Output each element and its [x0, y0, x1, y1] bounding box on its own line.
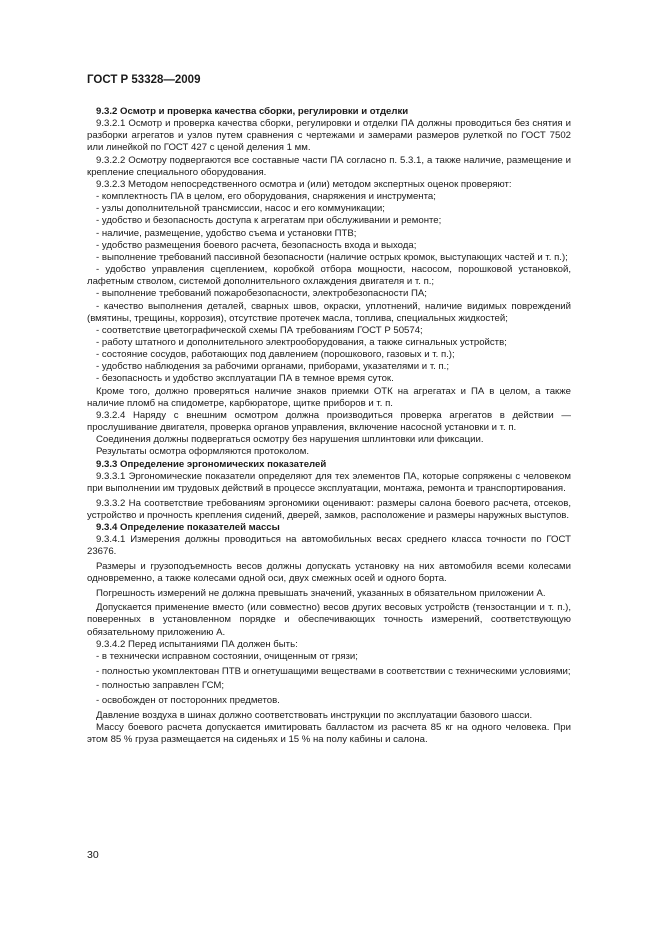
paragraph: - освобожден от посторонних предметов. — [96, 694, 280, 706]
paragraph: 9.3.2.3 Методом непосредственного осмотра и (или) методом экспертных оценок проверяют: — [96, 178, 512, 190]
paragraph: - безопасность и удобство эксплуатации ПА в темное время суток. — [96, 373, 394, 385]
paragraph: 9.3.2.2 Осмотру подвергаются все составные части ПА согласно п. 5.3.1, а также наличие, размещение и крепление специального оборудования. — [87, 154, 571, 178]
paragraph: Соединения должны подвергаться осмотру без нарушения шплинтовки или фиксации. — [96, 434, 484, 446]
paragraph: - комплектность ПА в целом, его оборудования, снаряжения и инструмента; — [96, 191, 436, 203]
section-heading: 9.3.3 Определение эргономических показателей — [96, 458, 327, 470]
paragraph: Давление воздуха в шинах должно соответствовать инструкции по эксплуатации базового шасси. — [96, 709, 533, 721]
paragraph: - качество выполнения деталей, сварных швов, окраски, уплотнений, наличие видимых повреждений (вмятины, трещины, коррозия), отсутствие протечек масла, топлива, специальных жидкостей; — [87, 300, 571, 324]
paragraph: Результаты осмотра оформляются протоколом. — [96, 446, 309, 458]
paragraph: - полностью укомплектован ПТВ и огнетушащими веществами в соответствии с техническими условиями; — [96, 665, 571, 677]
paragraph: 9.3.4.1 Измерения должны проводиться на автомобильных весах среднего класса точности по ГОСТ 23676. — [87, 533, 571, 558]
paragraph: Размеры и грузоподъемность весов должны допускать установку на них автомобиля всеми колесами одновременно, а также колесами одной оси, двух смежных осей и одного борта. — [87, 560, 571, 584]
paragraph: 9.3.4.2 Перед испытаниями ПА должен быть: — [96, 638, 298, 650]
document-standard-header: ГОСТ Р 53328—2009 — [87, 74, 201, 86]
paragraph: - узлы дополнительной трансмиссии, насос и его коммуникации; — [96, 203, 385, 215]
paragraph: 9.3.3.1 Эргономические показатели определяют для тех элементов ПА, которые сопряжены с человеком при выполнении им трудовых действий в процессе эксплуатации, монтажа, ремонта и транспортирования. — [87, 470, 571, 494]
paragraph: Погрешность измерений не должна превышать значений, указанных в обязательном приложении А. — [96, 587, 546, 599]
paragraph: 9.3.2.4 Наряду с внешним осмотром должна производиться проверка агрегатов в действии — прослушивание двигателя, проверка органов управления, включение насосной установки и т. п. — [87, 409, 571, 434]
paragraph: Допускается применение вместо (или совместно) весов других весовых устройств (тензостанции и т. п.), поверенных в установленном порядке и обеспечивающих точность измерений, соответствующую обязательному приложению А. — [87, 602, 571, 638]
paragraph: - удобство размещения боевого расчета, безопасность входа и выхода; — [96, 239, 417, 251]
paragraph: - удобство и безопасность доступа к агрегатам при обслуживании и ремонте; — [96, 215, 442, 227]
paragraph: 9.3.3.2 На соответствие требованиям эргономики оценивают: размеры салона боевого расчета, отсеков, устройство и прочность крепления сидений, дверей, замков, расположение и размеры наружных выступов. — [87, 497, 571, 521]
paragraph: - наличие, размещение, удобство съема и установки ПТВ; — [96, 227, 357, 239]
paragraph: Массу боевого расчета допускается имитировать балластом из расчета 85 кг на одного человека. При этом 85 % груза размещается на сиденьях и 15 % на полу кабины и салона. — [87, 721, 571, 745]
paragraph: - состояние сосудов, работающих под давлением (порошкового, газовых и т. п.); — [96, 349, 455, 361]
paragraph: - полностью заправлен ГСМ; — [96, 680, 225, 692]
paragraph: - в технически исправном состоянии, очищенным от грязи; — [96, 650, 358, 662]
page-number: 30 — [87, 849, 99, 861]
document-body — [87, 106, 571, 746]
section-heading: 9.3.2 Осмотр и проверка качества сборки, регулировки и отделки — [96, 106, 409, 117]
paragraph: - удобство наблюдения за рабочими органами, приборами, указателями и т. п.; — [96, 361, 450, 373]
paragraph: - соответствие цветографической схемы ПА требованиям ГОСТ Р 50574; — [96, 324, 423, 336]
paragraph: - удобство управления сцеплением, коробкой отбора мощности, насосом, порошковой установкой, лафетным стволом, системой дополнительного охлаждения двигателя и т. п.; — [87, 264, 571, 288]
paragraph: - работу штатного и дополнительного электрооборудования, а также сигнальных устройств; — [96, 336, 507, 348]
paragraph: 9.3.2.1 Осмотр и проверка качества сборки, регулировки и отделки ПА должны проводиться без снятия и разборки агрегатов и узлов путем сравнения с чертежами и замерами размеров рулеткой по ГОСТ 7502 или линейкой по ГОСТ 427 с ценой деления 1 мм. — [87, 118, 571, 154]
paragraph: Кроме того, должно проверяться наличие знаков приемки ОТК на агрегатах и ПА в целом, а также наличие пломб на спидометре, карбюраторе, щитке приборов и т. п. — [87, 385, 571, 409]
paragraph: - выполнение требований пассивной безопасности (наличие острых кромок, выступающих частей и т. п.); — [96, 251, 568, 263]
paragraph: - выполнение требований пожаробезопасности, электробезопасности ПА; — [96, 288, 427, 300]
section-heading: 9.3.4 Определение показателей массы — [96, 521, 280, 533]
